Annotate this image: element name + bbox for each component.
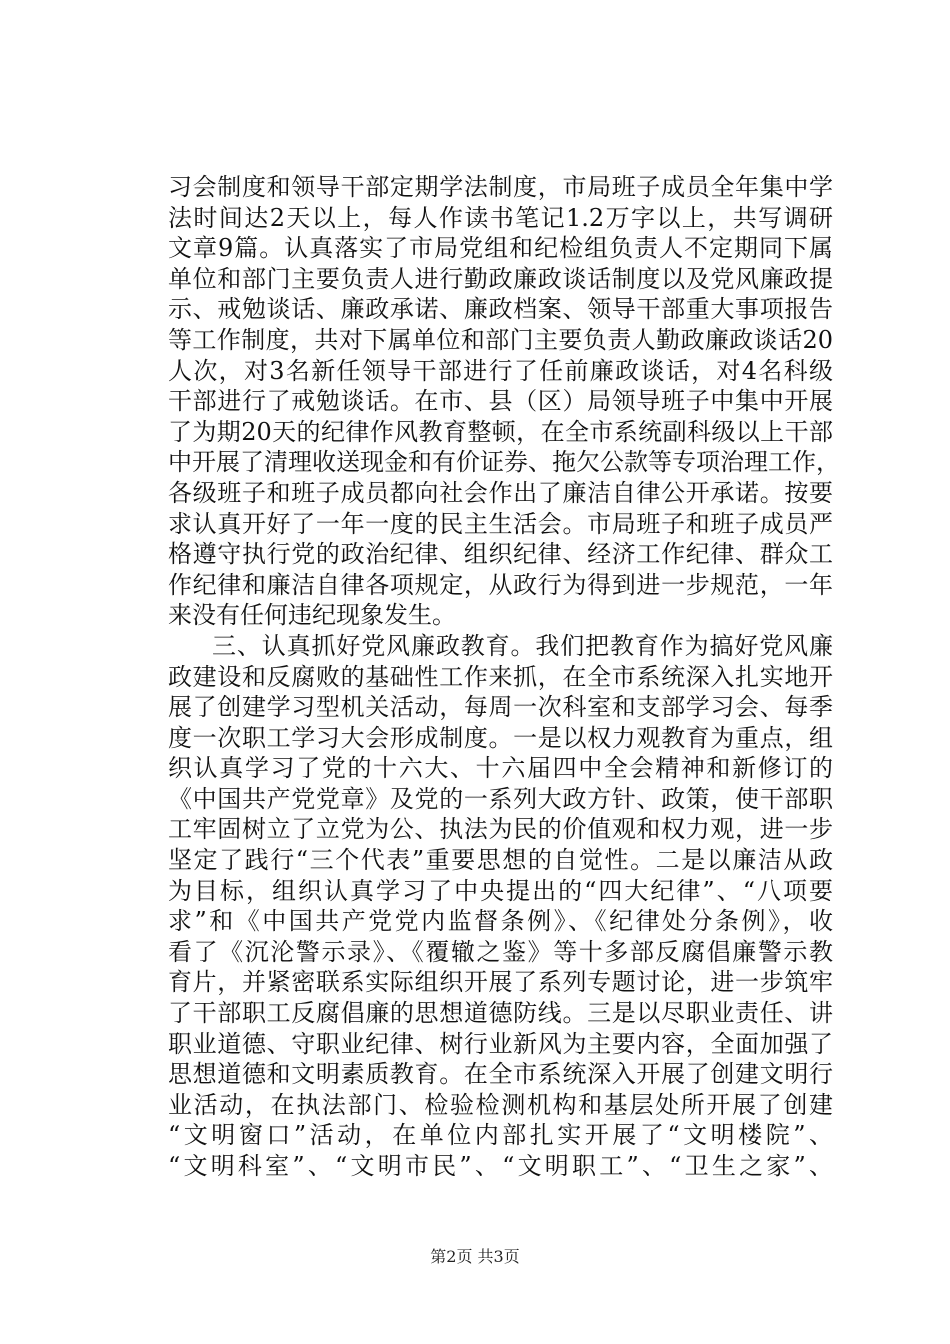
text-line: “文明窗口”活动，在单位内部扎实开展了“文明楼院”、 [168,1121,833,1150]
text-line: 政建设和反腐败的基础性工作来抓，在全市系统深入扎实地开 [168,662,833,691]
text-line: 习会制度和领导干部定期学法制度，市局班子成员全年集中学 [168,173,833,201]
text-line: 法时间达2天以上，每人作读书笔记1.2万字以上，共写调研 [168,203,833,232]
text-line: 文章9篇。认真落实了市局党组和纪检组负责人不定期同下属 [168,234,833,263]
text-line: 干部进行了戒勉谈话。在市、县（区）局领导班子中集中开展 [168,387,833,416]
text-line: 了为期20天的纪律作风教育整顿，在全市系统副科级以上干部 [168,417,833,446]
text-line: 思想道德和文明素质教育。在全市系统深入开展了创建文明行 [168,1060,833,1089]
text-line: “文明科室”、“文明市民”、“文明职工”、“卫生之家”、 [168,1152,833,1180]
text-line: 来没有任何违纪现象发生。 [168,601,456,630]
text-line: 单位和部门主要负责人进行勤政廉政谈话制度以及党风廉政提 [168,264,833,293]
text-line: 业活动，在执法部门、检验检测机构和基层处所开展了创建 [168,1090,833,1119]
text-line: 看了《沉沦警示录》、《覆辙之鉴》等十多部反腐倡廉警示教 [168,937,833,966]
text-line: 织认真学习了党的十六大、十六届四中全会精神和新修订的 [168,754,833,783]
document-body [168,172,840,1182]
text-line: 中开展了清理收送现金和有价证券、拖欠公款等专项治理工作， [168,448,840,477]
text-line: 求认真开好了一年一度的民主生活会。市局班子和班子成员严 [168,509,833,538]
page-footer [0,1244,950,1267]
text-line: 工牢固树立了立党为公、执法为民的价值观和权力观，进一步 [168,815,833,844]
text-line: 坚定了践行“三个代表”重要思想的自觉性。二是以廉洁从政 [168,846,833,875]
text-line: 示、戒勉谈话、廉政承诺、廉政档案、领导干部重大事项报告 [168,295,833,324]
text-line: 职业道德、守职业纪律、树行业新风为主要内容，全面加强了 [168,1029,833,1058]
text-line: 展了创建学习型机关活动，每周一次科室和支部学习会、每季 [168,693,833,722]
text-line: 育片，并紧密联系实际组织开展了系列专题讨论，进一步筑牢 [168,968,833,997]
text-line: 求”和《中国共产党党内监督条例》、《纪律处分条例》，收 [168,907,833,936]
text-line: 各级班子和班子成员都向社会作出了廉洁自律公开承诺。按要 [168,478,833,507]
text-line: 等工作制度，共对下属单位和部门主要负责人勤政廉政谈话20 [168,325,833,354]
text-line: 人次，对3名新任领导干部进行了任前廉政谈话，对4名科级 [168,356,833,385]
text-line: 为目标，组织认真学习了中央提出的“四大纪律”、“八项要 [168,876,833,905]
text-line: 格遵守执行党的政治纪律、组织纪律、经济工作纪律、群众工 [168,540,833,569]
text-line: 作纪律和廉洁自律各项规定，从政行为得到进一步规范，一年 [168,570,833,599]
text-line: 度一次职工学习大会形成制度。一是以权力观教育为重点，组 [168,723,833,752]
text-line: 三、认真抓好党风廉政教育。我们把教育作为搞好党风廉 [212,631,833,660]
text-line: 了干部职工反腐倡廉的思想道德防线。三是以尽职业责任、讲 [168,999,833,1028]
text-line: 《中国共产党党章》及党的一系列大政方针、政策，使干部职 [168,784,833,813]
page-number-label: 第2页 共3页 [430,1247,520,1266]
